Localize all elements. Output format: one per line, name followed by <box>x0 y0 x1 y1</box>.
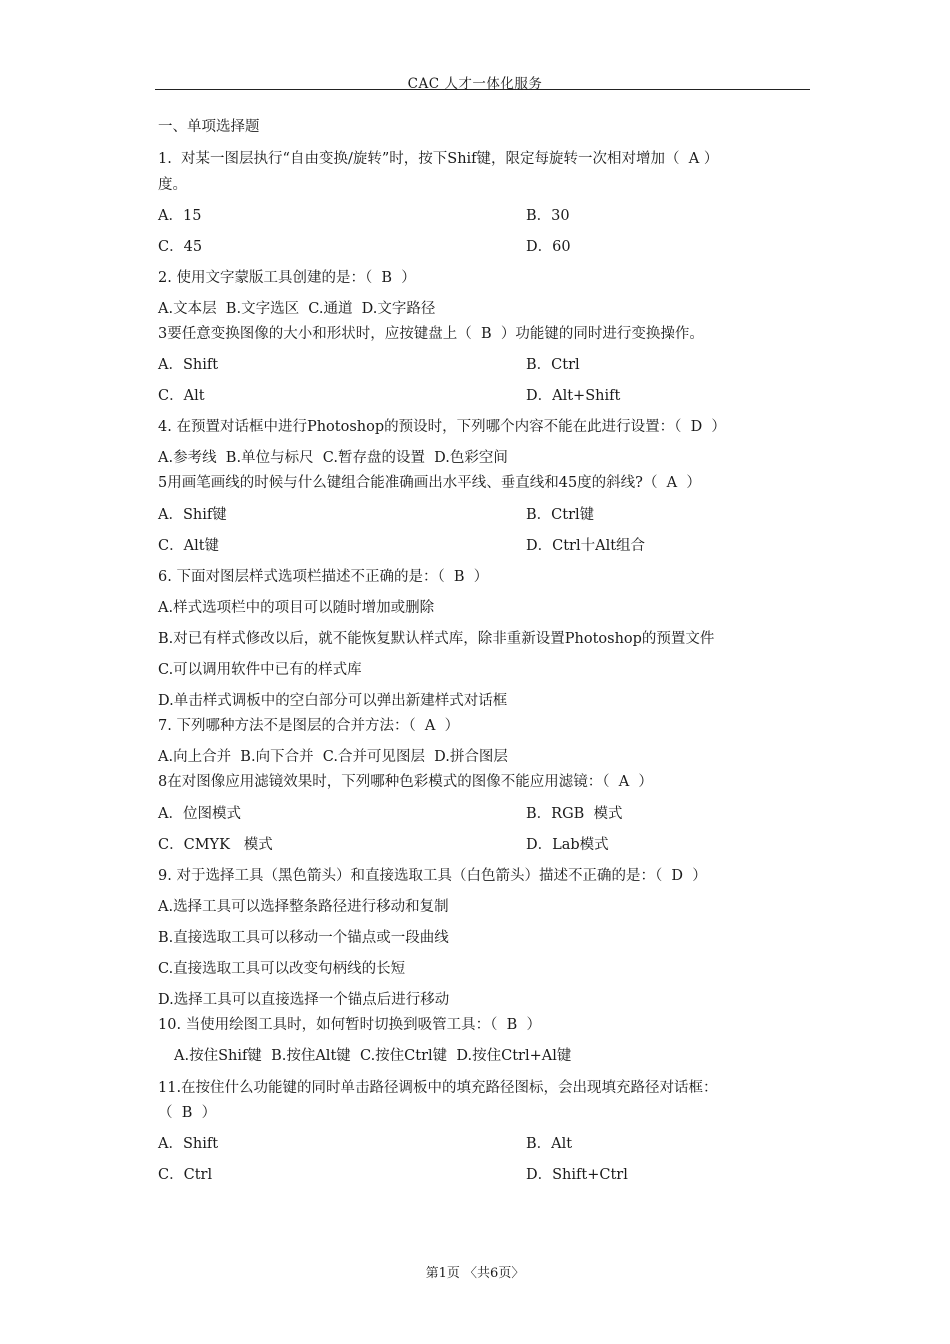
q1-option-d: D．60 <box>526 239 571 255</box>
page-header: CAC 人才一体化服务 <box>407 76 543 92</box>
question-10: 10. 当使用绘图工具时，如何暂时切换到吸管工具：（ B ） <box>158 1017 542 1033</box>
q11-option-a: A．Shift <box>158 1136 219 1152</box>
q11-option-b: B．Alt <box>526 1136 573 1152</box>
q6-option-b: B.对已有样式修改以后，就不能恢复默认样式库，除非重新设置Photoshop的预置文件 <box>158 631 715 647</box>
q11-option-d: D．Shift+Ctrl <box>526 1167 628 1183</box>
q5-option-a: A．Shif键 <box>158 507 227 523</box>
q6-option-d: D.单击样式调板中的空白部分可以弹出新建样式对话框 <box>158 693 508 709</box>
q3-option-c: C．Alt <box>158 388 205 404</box>
question-8: 8在对图像应用滤镜效果时，下列哪种色彩模式的图像不能应用滤镜：（ A ） <box>158 774 653 790</box>
page-footer: 第1页 〈共6页〉 <box>425 1266 525 1281</box>
q8-option-d: D．Lab模式 <box>526 837 609 853</box>
q9-option-c: C.直接选取工具可以改变句柄线的长短 <box>158 961 406 977</box>
header-rule <box>155 89 810 90</box>
q1-option-b: B．30 <box>526 208 570 224</box>
question-11-cont: （ B ） <box>158 1105 217 1121</box>
q9-option-b: B.直接选取工具可以移动一个锚点或一段曲线 <box>158 930 449 946</box>
q11-option-c: C．Ctrl <box>158 1167 213 1183</box>
q7-options: A.向上合并 B.向下合并 C.合并可见图层 D.拼合图层 <box>158 749 508 765</box>
q1-option-c: C．45 <box>158 239 203 255</box>
question-1-cont: 度。 <box>158 177 187 193</box>
q5-option-c: C．Alt键 <box>158 538 220 554</box>
q4-options: A.参考线 B.单位与标尺 C.暂存盘的设置 D.色彩空间 <box>158 450 508 466</box>
section-title: 一、单项选择题 <box>158 119 260 135</box>
q8-option-c: C．CMYK 模式 <box>158 837 273 853</box>
q3-option-d: D．Alt+Shift <box>526 388 621 404</box>
q5-option-d: D．Ctrl十Alt组合 <box>526 538 646 554</box>
q8-option-b: B．RGB 模式 <box>526 806 623 822</box>
question-7: 7. 下列哪种方法不是图层的合并方法：（ A ） <box>158 718 460 734</box>
q9-option-a: A.选择工具可以选择整条路径进行移动和复制 <box>158 899 449 915</box>
q6-option-a: A.样式选项栏中的项目可以随时增加或删除 <box>158 600 435 616</box>
question-3: 3要任意变换图像的大小和形状时，应按键盘上（ B ）功能键的同时进行变换操作。 <box>158 326 704 342</box>
question-5: 5用画笔画线的时候与什么键组合能准确画出水平线、垂直线和45度的斜线?（ A ） <box>158 475 701 491</box>
q3-option-b: B．Ctrl <box>526 357 580 373</box>
question-4: 4. 在预置对话框中进行Photoshop的预设时，下列哪个内容不能在此进行设置：（ D ） <box>158 419 726 435</box>
question-9: 9. 对于选择工具（黑色箭头）和直接选取工具（白色箭头）描述不正确的是：（ D ） <box>158 868 707 884</box>
question-1: 1. 对某一图层执行“自由变换/旋转”时，按下Shif键，限定每旋转一次相对增加（ A ） <box>158 151 719 167</box>
q8-option-a: A．位图模式 <box>158 806 241 822</box>
q2-options: A.文本层 B.文字选区 C.通道 D.文字路径 <box>158 301 436 317</box>
question-6: 6. 下面对图层样式选项栏描述不正确的是：（ B ） <box>158 569 489 585</box>
question-2: 2. 使用文字蒙版工具创建的是：（ B ） <box>158 270 416 286</box>
q3-option-a: A．Shift <box>158 357 219 373</box>
question-11: 11.在按住什么功能键的同时单击路径调板中的填充路径图标，会出现填充路径对话框： <box>158 1080 718 1096</box>
q1-option-a: A．15 <box>158 208 202 224</box>
q9-option-d: D.选择工具可以直接选择一个锚点后进行移动 <box>158 992 450 1008</box>
q6-option-c: C.可以调用软件中已有的样式库 <box>158 662 362 678</box>
q5-option-b: B．Ctrl键 <box>526 507 595 523</box>
q10-options: A.按住Shif键 B.按住Alt键 C.按住Ctrl键 D.按住Ctrl+Al键 <box>174 1048 572 1064</box>
